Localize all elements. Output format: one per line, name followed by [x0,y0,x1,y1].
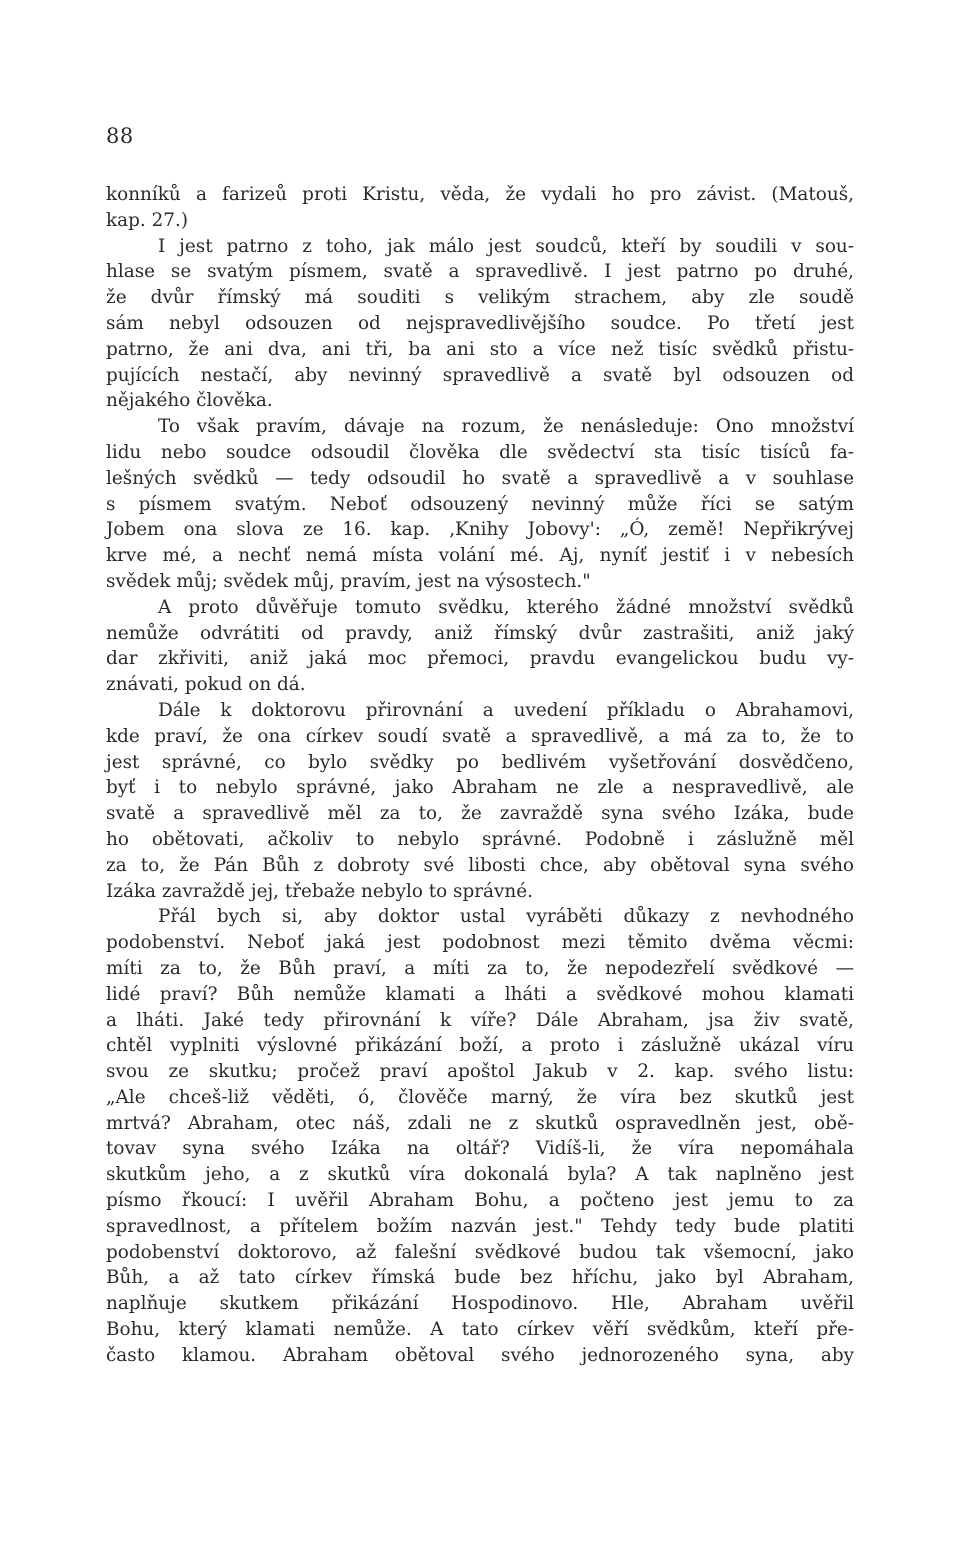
text-line: s písmem svatým. Neboť odsouzený nevinný může říci se satým [106,493,854,515]
text-line: Izáka zavraždě jej, třebaže nebylo to správné. [106,880,533,902]
text-line: chtěl vyplniti výslovné přikázání boží, a proto i záslužně ukázal víru [106,1035,854,1057]
text-line: Přál bych si, aby doktor ustal vyráběti důkazy z nevhodného [158,906,854,928]
text-line: konníků a farizeů proti Kristu, věda, že vydali ho pro závist. (Matouš, [106,184,854,205]
page-number: 88 [106,124,134,148]
text-line: skutkům jeho, a z skutků víra dokonalá byla? A tak naplněno jest [106,1164,854,1186]
text-line: kde praví, že ona církev soudí svatě a spravedlivě, a má za to, že to [106,725,854,747]
text-line: kap. 27.) [106,209,188,231]
text-line: svou ze skutku; pročež praví apoštol Jakub v 2. kap. svého listu: [106,1061,854,1083]
text-line: míti za to, že Bůh praví, a míti za to, že nepodezřelí svědkové — [106,957,854,979]
text-line: nemůže odvrátiti od pravdy, aniž římský dvůr zastrašiti, aniž jaký [106,622,854,644]
text-line: hlase se svatým písmem, svatě a spravedlivě. I jest patrno po druhé, [106,261,854,283]
text-line: sám nebyl odsouzen od nejspravedlivějšího soudce. Po třetí jest [106,312,854,334]
text-line: za to, že Pán Bůh z dobroty své libosti chce, aby obětoval syna svého [106,854,854,876]
text-line: tovav syna svého Izáka na oltář? Vidíš-li, že víra nepomáhala [106,1138,854,1160]
text-line: a lháti. Jaké tedy přirovnání k víře? Dále Abraham, jsa živ svatě, [106,1009,854,1031]
text-line: „Ale chceš-liž věděti, ó, člověče marný, že víra bez skutků jest [106,1086,854,1108]
text-line: lidé praví? Bůh nemůže klamati a lháti a svědkové mohou klamati [106,983,854,1005]
text-line: podobenství. Neboť jaká jest podobnost mezi těmito dvěma věcmi: [106,932,854,954]
text-line: nějakého člověka. [106,390,273,412]
text-line: Bohu, který klamati nemůže. A tato církev věří svědkům, kteří pře- [106,1319,854,1341]
text-line: dar zkřiviti, aniž jaká moc přemoci, pravdu evangelickou budu vy- [106,648,854,670]
text-line: naplňuje skutkem přikázání Hospodinovo. Hle, Abraham uvěřil [106,1293,854,1315]
text-line: I jest patrno z toho, jak málo jest soudců, kteří by soudili v sou- [158,235,854,257]
text-line: lidu nebo soudce odsoudil člověka dle svědectví sta tisíc tisíců fa- [106,441,854,463]
text-line: svědek můj; svědek můj, pravím, jest na výsostech." [106,570,591,592]
text-line: často klamou. Abraham obětoval svého jednorozeného syna, aby [106,1344,854,1366]
body-text [106,182,854,1369]
text-line: A proto důvěřuje tomuto svědku, kterého žádné množství svědků [158,596,854,618]
text-line: pujících nestačí, aby nevinný spravedlivě a svatě byl odsouzen od [106,364,854,386]
text-line: Bůh, a až tato církev římská bude bez hříchu, jako byl Abraham, [106,1267,854,1289]
text-line: písmo řkoucí: I uvěřil Abraham Bohu, a počteno jest jemu to za [106,1190,854,1212]
text-line: krve mé, a nechť nemá místa volání mé. Aj, nyníť jestiť i v nebesích [106,545,854,567]
text-line: svatě a spravedlivě měl za to, že zavraždě syna svého Izáka, bude [106,803,854,825]
text-line: Jobem ona slova ze 16. kap. ‚Knihy Jobovy': „Ó, země! Nepřikrývej [106,519,854,541]
text-line: byť i to nebylo správné, jako Abraham ne zle a nespravedlivě, ale [106,777,854,799]
text-line: To však pravím, dávaje na rozum, že nenásleduje: Ono množství [158,416,854,438]
text-line: podobenství doktorovo, až falešní svědkové budou tak všemocní, jako [106,1241,854,1263]
text-line: patrno, že ani dva, ani tři, ba ani sto a více než tisíc svědků přistu- [106,338,854,360]
text-line: lešných svědků — tedy odsoudil ho svatě a spravedlivě a v souhlase [106,467,854,489]
text-line: Dále k doktorovu přirovnání a uvedení příkladu o Abrahamovi, [158,699,854,721]
text-line: spravedlnost, a přítelem božím nazván jest." Tehdy tedy bude platiti [106,1215,854,1237]
text-line: ho obětovati, ačkoliv to nebylo správné. Podobně i záslužně měl [106,828,854,850]
text-line: že dvůr římský má souditi s velikým strachem, aby zle soudě [106,287,854,309]
text-line: mrtvá? Abraham, otec náš, zdali ne z skutků ospravedlněn jest, obě- [106,1112,854,1134]
text-line: jest správné, co bylo svědky po bedlivém vyšetřování dosvědčeno, [106,751,854,773]
text-line: znávati, pokud on dá. [106,674,306,696]
